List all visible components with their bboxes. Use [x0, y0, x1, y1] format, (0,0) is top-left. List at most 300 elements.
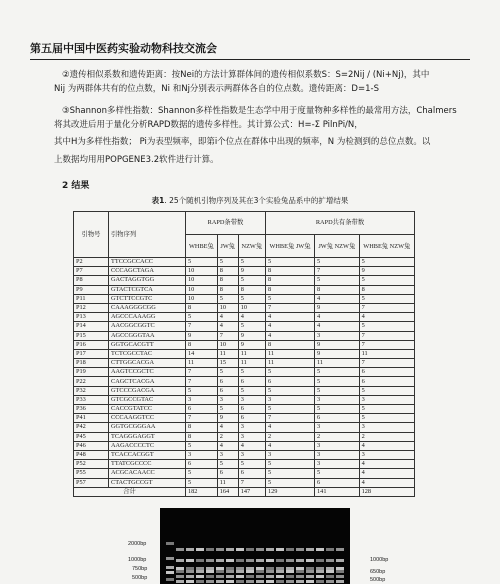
primer-sequence-cell: GGTGCGGGAA [109, 423, 186, 432]
gel-lane [206, 508, 214, 584]
table-row [74, 478, 415, 487]
band-count-cell: 5 [186, 469, 218, 478]
ladder-label-left-4: 500bp [132, 575, 148, 581]
primer-sequence-cell: GTCTTCCGTC [109, 294, 186, 303]
header-sequence: 引物序列 [109, 212, 186, 258]
band-count-cell: 5 [238, 460, 265, 469]
gel-band [306, 570, 314, 573]
section-heading: 2 结果 [62, 181, 90, 191]
gel-band [336, 548, 344, 551]
gel-band [286, 559, 294, 562]
gel-band [246, 580, 254, 583]
paragraph-line-5: 其中H为多样性指数； Pi为表型频率，即第i个位点在群体中出现的频率，N 为检测到的总位点数。以 [54, 137, 431, 147]
band-count-cell: 2 [315, 432, 360, 441]
gel-band [326, 575, 334, 578]
band-count-cell: 5 [217, 258, 238, 267]
gel-band [176, 575, 184, 578]
results-table [73, 211, 415, 497]
band-count-cell: 6 [315, 414, 360, 423]
ladder-label-left-1: 2000bp [128, 541, 147, 547]
band-count-cell: 7 [265, 414, 314, 423]
gel-lane [246, 508, 254, 584]
band-count-cell: 3 [315, 331, 360, 340]
band-count-cell: 10 [217, 340, 238, 349]
band-count-cell: 5 [359, 405, 414, 414]
gel-band [336, 580, 344, 583]
band-count-cell: 6 [359, 368, 414, 377]
gel-band [186, 570, 194, 573]
band-count-cell: 6 [217, 377, 238, 386]
gel-band [166, 571, 174, 574]
gel-band [326, 559, 334, 562]
gel-band [196, 548, 204, 551]
band-count-cell: 5 [315, 405, 360, 414]
band-count-cell: 5 [315, 469, 360, 478]
gel-band [316, 548, 324, 551]
primer-id-cell: P41 [74, 414, 109, 423]
ladder-label-left-2: 1000bp [128, 557, 147, 563]
band-count-cell: 10 [186, 285, 218, 294]
band-count-cell: 4 [315, 322, 360, 331]
primer-id-cell: P52 [74, 460, 109, 469]
primer-id-cell: P8 [74, 276, 109, 285]
table-row [74, 285, 415, 294]
gel-band [296, 575, 304, 578]
primer-id-cell: P48 [74, 450, 109, 459]
gel-band [276, 548, 284, 551]
band-count-cell: 11 [265, 359, 314, 368]
running-header: 第五届中国中医药实验动物科技交流会 [30, 40, 470, 60]
gel-band [326, 570, 334, 573]
table-row [74, 349, 415, 358]
gel-band [296, 548, 304, 551]
band-count-cell: 3 [238, 395, 265, 404]
gel-band [276, 570, 284, 573]
band-count-cell: 7 [359, 303, 414, 312]
table-row [74, 267, 415, 276]
band-count-cell: 7 [265, 303, 314, 312]
gel-band [196, 575, 204, 578]
band-count-cell: 6 [238, 414, 265, 423]
primer-sequence-cell: AGCCCAAAGG [109, 313, 186, 322]
total-count-cell: 141 [315, 487, 360, 496]
gel-band [246, 575, 254, 578]
band-count-cell: 9 [315, 303, 360, 312]
band-count-cell: 8 [217, 285, 238, 294]
gel-band [266, 559, 274, 562]
table-row [74, 377, 415, 386]
band-count-cell: 4 [217, 313, 238, 322]
gel-band [216, 559, 224, 562]
table-caption-label: 表1 [151, 196, 165, 205]
primer-id-cell: P46 [74, 441, 109, 450]
total-count-cell: 147 [238, 487, 265, 496]
band-count-cell: 6 [265, 377, 314, 386]
gel-band [216, 575, 224, 578]
band-count-cell: 3 [265, 450, 314, 459]
gel-band [226, 559, 234, 562]
total-count-cell: 182 [186, 487, 218, 496]
band-count-cell: 11 [217, 478, 238, 487]
primer-sequence-cell: GTCCCGACGA [109, 386, 186, 395]
band-count-cell: 3 [315, 450, 360, 459]
gel-band [226, 575, 234, 578]
band-count-cell: 2 [265, 432, 314, 441]
band-count-cell: 7 [186, 368, 218, 377]
gel-band [336, 559, 344, 562]
gel-band [206, 559, 214, 562]
gel-electrophoresis-image [160, 508, 350, 584]
gel-band [296, 559, 304, 562]
band-count-cell: 6 [217, 386, 238, 395]
primer-id-cell: P14 [74, 322, 109, 331]
gel-lane [166, 508, 174, 584]
band-count-cell: 8 [186, 432, 218, 441]
gel-band [286, 575, 294, 578]
gel-band [176, 580, 184, 583]
gel-lane [256, 508, 264, 584]
band-count-cell: 6 [359, 377, 414, 386]
band-count-cell: 5 [238, 258, 265, 267]
gel-lane [266, 508, 274, 584]
gel-band [296, 570, 304, 573]
table-row [74, 331, 415, 340]
band-count-cell: 7 [186, 377, 218, 386]
primer-sequence-cell: ACGCACAACC [109, 469, 186, 478]
primer-id-cell: P42 [74, 423, 109, 432]
gel-band [306, 580, 314, 583]
band-count-cell: 9 [359, 267, 414, 276]
band-count-cell: 2 [217, 432, 238, 441]
band-count-cell: 9 [315, 340, 360, 349]
gel-band [226, 570, 234, 573]
band-count-cell: 4 [265, 441, 314, 450]
band-count-cell: 7 [238, 478, 265, 487]
band-count-cell: 5 [265, 258, 314, 267]
band-count-cell: 8 [238, 285, 265, 294]
band-count-cell: 7 [359, 331, 414, 340]
gel-band [236, 575, 244, 578]
band-count-cell: 6 [238, 405, 265, 414]
gel-band [186, 580, 194, 583]
primer-sequence-cell: CCCAAGGTCC [109, 414, 186, 423]
band-count-cell: 5 [265, 368, 314, 377]
primer-sequence-cell: AGCCGGGTAA [109, 331, 186, 340]
band-count-cell: 5 [238, 386, 265, 395]
gel-band [216, 570, 224, 573]
gel-band [296, 580, 304, 583]
primer-sequence-cell: TTCCGCCACC [109, 258, 186, 267]
band-count-cell: 4 [238, 313, 265, 322]
gel-band [206, 580, 214, 583]
table-row [74, 340, 415, 349]
primer-sequence-cell: TCAGGGAGGT [109, 432, 186, 441]
total-label-cell: 合计 [74, 487, 186, 496]
table-row [74, 276, 415, 285]
table-row [74, 368, 415, 377]
band-count-cell: 2 [359, 432, 414, 441]
band-count-cell: 4 [359, 460, 414, 469]
gel-band [286, 570, 294, 573]
gel-lane [186, 508, 194, 584]
primer-id-cell: P11 [74, 294, 109, 303]
band-count-cell: 9 [315, 349, 360, 358]
gel-band [276, 575, 284, 578]
band-count-cell: 7 [217, 331, 238, 340]
gel-lane [296, 508, 304, 584]
band-count-cell: 10 [238, 303, 265, 312]
gel-band [246, 559, 254, 562]
gel-band [226, 580, 234, 583]
band-count-cell: 5 [217, 368, 238, 377]
band-count-cell: 5 [265, 386, 314, 395]
primer-sequence-cell: CTACTGCCGT [109, 478, 186, 487]
band-count-cell: 11 [238, 359, 265, 368]
band-count-cell: 11 [217, 349, 238, 358]
primer-sequence-cell: CTTGGCACGA [109, 359, 186, 368]
header-band-jw: JW兔 [217, 235, 238, 258]
header-shared-jw-nzw: JW兔 NZW兔 [315, 235, 360, 258]
gel-band [336, 575, 344, 578]
band-count-cell: 5 [265, 405, 314, 414]
table-row [74, 423, 415, 432]
primer-id-cell: P9 [74, 285, 109, 294]
band-count-cell: 5 [265, 294, 314, 303]
band-count-cell: 9 [186, 331, 218, 340]
primer-sequence-cell: CAAAGGGCGG [109, 303, 186, 312]
band-count-cell: 9 [217, 414, 238, 423]
band-count-cell: 9 [238, 340, 265, 349]
header-band-nzw: NZW兔 [238, 235, 265, 258]
band-count-cell: 8 [186, 423, 218, 432]
band-count-cell: 8 [315, 285, 360, 294]
table-row [74, 386, 415, 395]
gel-band [286, 548, 294, 551]
table-row [74, 322, 415, 331]
band-count-cell: 11 [186, 359, 218, 368]
band-count-cell: 4 [315, 313, 360, 322]
band-count-cell: 5 [315, 386, 360, 395]
gel-band [316, 580, 324, 583]
gel-band [256, 575, 264, 578]
primer-sequence-cell: TCACCACGGT [109, 450, 186, 459]
gel-lane [216, 508, 224, 584]
band-count-cell: 5 [265, 469, 314, 478]
band-count-cell: 5 [238, 294, 265, 303]
primer-sequence-cell: AACGGCGGTC [109, 322, 186, 331]
gel-band [306, 559, 314, 562]
gel-band [256, 570, 264, 573]
band-count-cell: 7 [186, 322, 218, 331]
gel-band [246, 548, 254, 551]
primer-id-cell: P7 [74, 267, 109, 276]
primer-sequence-cell: CCCAGCTAGA [109, 267, 186, 276]
primer-id-cell: P45 [74, 432, 109, 441]
gel-band [206, 548, 214, 551]
band-count-cell: 8 [217, 267, 238, 276]
table-row [74, 294, 415, 303]
band-count-cell: 8 [186, 303, 218, 312]
paragraph-line-1: ②遗传相似系数和遗传距离：按Nei的方法计算群体间的遗传相似系数S：S=2Nij / (Ni+Nj)，其中 [62, 70, 430, 80]
band-count-cell: 8 [265, 276, 314, 285]
band-count-cell: 3 [186, 450, 218, 459]
band-count-cell: 10 [186, 294, 218, 303]
band-count-cell: 8 [265, 285, 314, 294]
band-count-cell: 5 [186, 441, 218, 450]
band-count-cell: 7 [359, 340, 414, 349]
primer-sequence-cell: TTATCGCCCC [109, 460, 186, 469]
band-count-cell: 11 [315, 359, 360, 368]
band-count-cell: 8 [359, 285, 414, 294]
band-count-cell: 10 [186, 267, 218, 276]
gel-band [206, 570, 214, 573]
gel-lane [336, 508, 344, 584]
table-row [74, 395, 415, 404]
table-row [74, 359, 415, 368]
band-count-cell: 4 [359, 313, 414, 322]
band-count-cell: 6 [186, 405, 218, 414]
band-count-cell: 3 [315, 441, 360, 450]
band-count-cell: 5 [359, 276, 414, 285]
gel-band [176, 570, 184, 573]
band-count-cell: 8 [265, 340, 314, 349]
gel-band [256, 548, 264, 551]
primer-sequence-cell: AAGACCCCTC [109, 441, 186, 450]
band-count-cell: 4 [315, 294, 360, 303]
gel-band [166, 542, 174, 545]
table-row [74, 303, 415, 312]
header-shared-whbe-jw: WHBE兔 JW兔 [265, 235, 314, 258]
table-row [74, 469, 415, 478]
gel-band [216, 548, 224, 551]
primer-id-cell: P16 [74, 340, 109, 349]
gel-band [186, 575, 194, 578]
band-count-cell: 5 [315, 368, 360, 377]
ladder-label-right-3: 500bp [370, 577, 386, 583]
band-count-cell: 6 [217, 469, 238, 478]
table-row [74, 313, 415, 322]
band-count-cell: 5 [238, 276, 265, 285]
primer-id-cell: P18 [74, 359, 109, 368]
primer-id-cell: P19 [74, 368, 109, 377]
primer-sequence-cell: TCTCGCCTAC [109, 349, 186, 358]
primer-id-cell: P33 [74, 395, 109, 404]
band-count-cell: 5 [186, 313, 218, 322]
ladder-label-right-1: 1000bp [370, 557, 389, 563]
band-count-cell: 11 [238, 349, 265, 358]
primer-id-cell: P2 [74, 258, 109, 267]
primer-id-cell: P57 [74, 478, 109, 487]
gel-band [176, 559, 184, 562]
band-count-cell: 4 [359, 441, 414, 450]
band-count-cell: 4 [217, 441, 238, 450]
header-band-group: RAPD条带数 [186, 212, 266, 235]
gel-lane [236, 508, 244, 584]
band-count-cell: 4 [265, 331, 314, 340]
band-count-cell: 4 [265, 322, 314, 331]
band-count-cell: 10 [186, 276, 218, 285]
gel-band [196, 580, 204, 583]
gel-band [306, 575, 314, 578]
band-count-cell: 6 [186, 460, 218, 469]
ladder-label-right-2: 650bp [370, 569, 386, 575]
paragraph-line-6: 上数据均用用POPGENE3.2软件进行计算。 [54, 155, 219, 165]
primer-id-cell: P15 [74, 331, 109, 340]
primer-sequence-cell: GACTAGGTGG [109, 276, 186, 285]
gel-band [166, 578, 174, 581]
band-count-cell: 14 [186, 349, 218, 358]
band-count-cell: 3 [359, 423, 414, 432]
gel-band [256, 580, 264, 583]
band-count-cell: 9 [238, 267, 265, 276]
gel-lane [226, 508, 234, 584]
gel-band [236, 570, 244, 573]
primer-id-cell: P17 [74, 349, 109, 358]
gel-band [336, 570, 344, 573]
band-count-cell: 5 [265, 478, 314, 487]
gel-band [166, 566, 174, 569]
band-count-cell: 3 [186, 395, 218, 404]
band-count-cell: 3 [359, 450, 414, 459]
header-primer: 引物号 [74, 212, 109, 258]
band-count-cell: 3 [315, 395, 360, 404]
total-count-cell: 164 [217, 487, 238, 496]
gel-band [266, 580, 274, 583]
band-count-cell: 7 [315, 267, 360, 276]
band-count-cell: 5 [217, 460, 238, 469]
band-count-cell: 8 [265, 267, 314, 276]
gel-band [316, 575, 324, 578]
gel-band [306, 548, 314, 551]
gel-band [316, 559, 324, 562]
band-count-cell: 5 [217, 294, 238, 303]
band-count-cell: 9 [238, 331, 265, 340]
band-count-cell: 4 [359, 469, 414, 478]
band-count-cell: 3 [238, 450, 265, 459]
gel-lane [286, 508, 294, 584]
band-count-cell: 4 [238, 441, 265, 450]
table-row [74, 460, 415, 469]
gel-lane [276, 508, 284, 584]
gel-band [226, 548, 234, 551]
header-shared-whbe-nzw: WHBE兔 NZW兔 [359, 235, 414, 258]
paragraph-line-3: ③Shannon多样性指数：Shannon多样性指数是生态学中用于度量物种多样性的最常用方法，Chalmers [62, 106, 457, 116]
primer-id-cell: P22 [74, 377, 109, 386]
band-count-cell: 11 [359, 349, 414, 358]
gel-band [316, 570, 324, 573]
band-count-cell: 3 [238, 423, 265, 432]
table-row [74, 432, 415, 441]
gel-lane [176, 508, 184, 584]
band-count-cell: 5 [186, 386, 218, 395]
primer-sequence-cell: GTCGCCGTAC [109, 395, 186, 404]
band-count-cell: 3 [315, 460, 360, 469]
band-count-cell: 5 [186, 478, 218, 487]
gel-band [286, 580, 294, 583]
gel-band [186, 559, 194, 562]
band-count-cell: 6 [315, 478, 360, 487]
gel-band [266, 570, 274, 573]
primer-id-cell: P55 [74, 469, 109, 478]
gel-band [266, 575, 274, 578]
band-count-cell: 5 [238, 368, 265, 377]
table-caption-text: . 25个随机引物序列及其在3个实验兔品系中的扩增结果 [164, 196, 349, 205]
header-band-whbe: WHBE兔 [186, 235, 218, 258]
total-count-cell: 128 [359, 487, 414, 496]
band-count-cell: 3 [238, 432, 265, 441]
band-count-cell: 5 [359, 294, 414, 303]
table-row [74, 414, 415, 423]
